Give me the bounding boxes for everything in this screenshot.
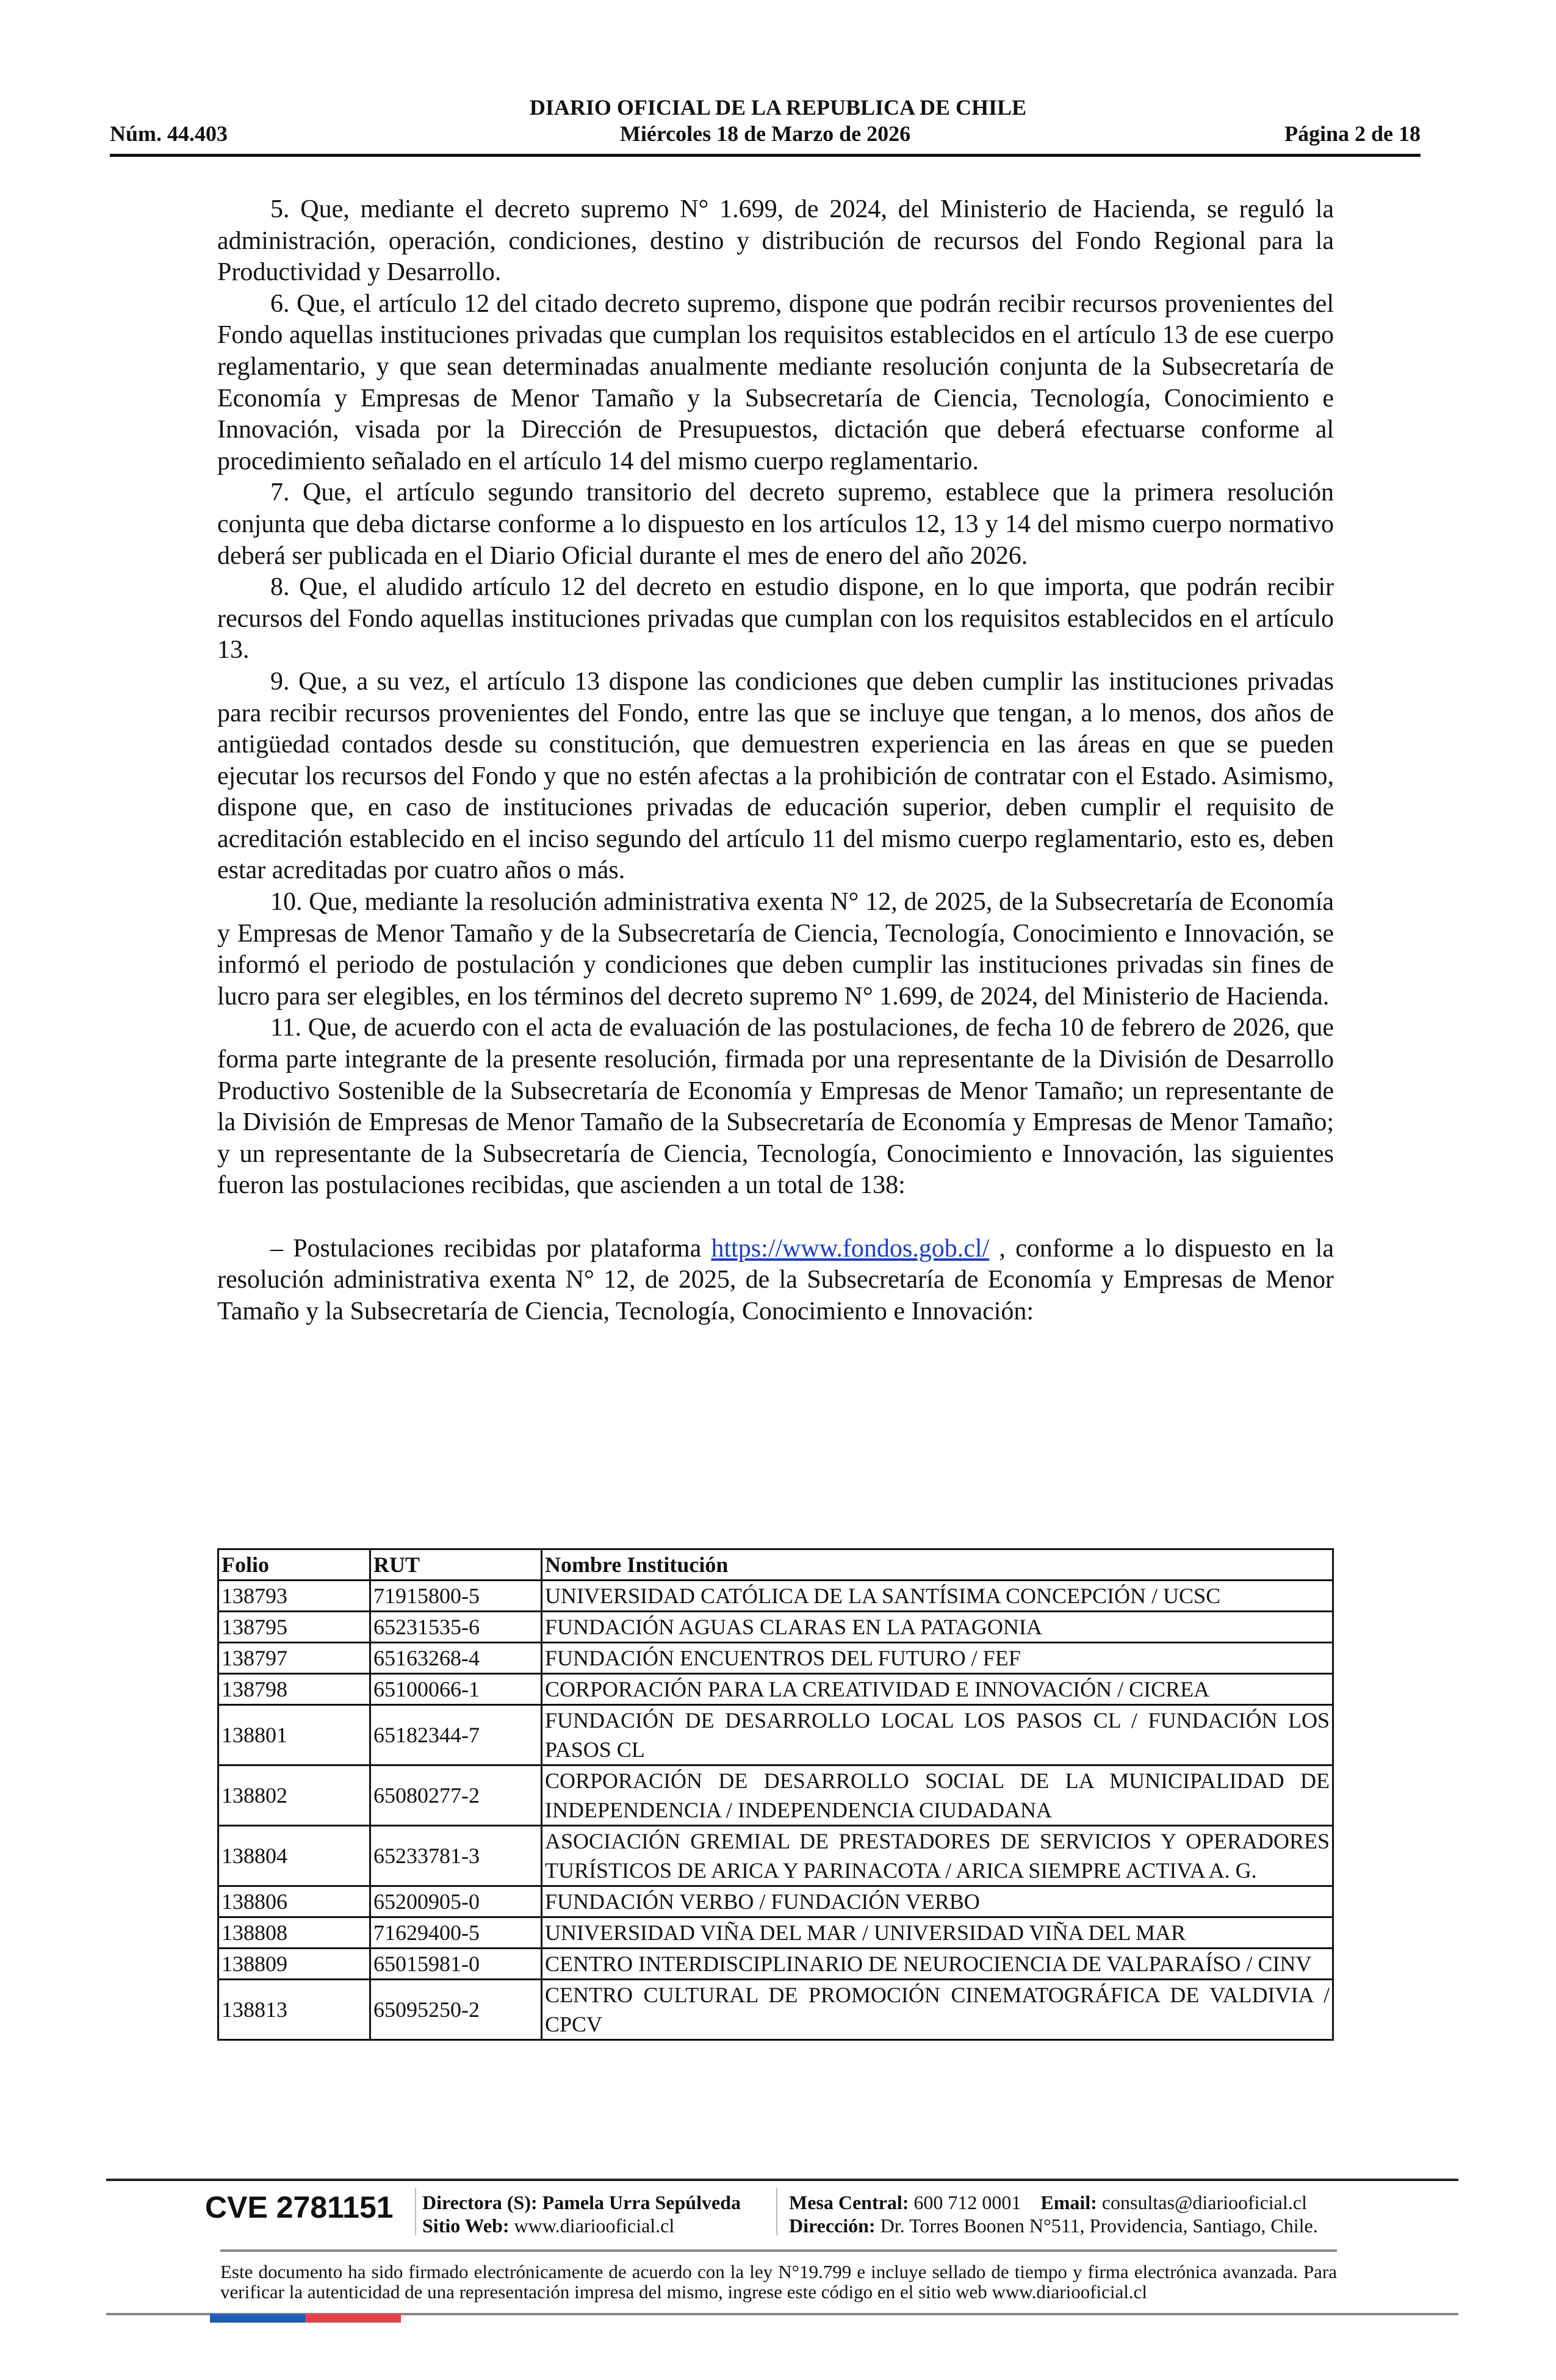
director-name: Pamela Urra Sepúlveda [542,2191,741,2213]
phone-value: 600 712 0001 [913,2191,1021,2213]
cell-folio: 138813 [218,1980,370,2040]
director-label: Directora (S): [422,2191,538,2213]
web-value[interactable]: www.diariooficial.cl [514,2215,675,2237]
table-row [218,1826,1333,1886]
header-folio: Folio [218,1549,370,1581]
address-label: Dirección: [789,2215,876,2237]
table-row [218,1612,1333,1643]
email-value[interactable]: consultas@diariooficial.cl [1101,2191,1307,2213]
bullet-paragraph [217,1233,1334,1328]
cell-rut: 71629400-5 [370,1917,542,1949]
table-header-row [218,1549,1333,1581]
paragraph: 11. Que, de acuerdo con el acta de evaluación de las postulaciones, de fecha 10 de febrero de 2026, que forma parte integrante de la presente resolución, firmada por una representante de la División de Desarrollo Productivo Sostenible de la Subsecretaría de Economía y Empresas de Menor Tamaño; un representante de la División de Empresas de Menor Tamaño de la Subsecretaría de Economía y Empresas de Menor Tamaño; y un representante de la Subsecretaría de Ciencia, Tecnología, Conocimiento e Innovación, las siguientes fueron las postulaciones recibidas, que ascienden a un total de 138: [217,1014,1334,1200]
email-label: Email: [1040,2191,1097,2213]
cell-folio: 138801 [218,1705,370,1765]
header-rut: RUT [370,1549,542,1581]
issue-number: Núm. 44.403 [110,121,228,146]
cell-institution: CENTRO CULTURAL DE PROMOCIÓN CINEMATOGRÁFICA DE VALDIVIA / CPCV [542,1980,1333,2040]
header-divider [110,154,1421,157]
cell-institution: UNIVERSIDAD CATÓLICA DE LA SANTÍSIMA CONCEPCIÓN / UCSC [542,1581,1333,1612]
web-label: Sitio Web: [422,2215,510,2237]
cell-folio: 138809 [218,1949,370,1980]
cell-institution: CORPORACIÓN DE DESARROLLO SOCIAL DE LA MUNICIPALIDAD DE INDEPENDENCIA / INDEPENDENCIA CIUDADANA [542,1765,1333,1826]
cell-institution: ASOCIACIÓN GREMIAL DE PRESTADORES DE SERVICIOS Y OPERADORES TURÍSTICOS DE ARICA Y PARINACOTA / ARICA SIEMPRE ACTIVA A. G. [542,1826,1333,1886]
table-row [218,1886,1333,1917]
cell-rut: 65015981-0 [370,1949,542,1980]
cell-rut: 65095250-2 [370,1980,542,2040]
paragraph: 9. Que, a su vez, el artículo 13 dispone las condiciones que deben cumplir las instituciones privadas para recibir recursos provenientes del Fondo, entre las que se incluye que tengan, a lo menos, dos años de antigüedad contados desde su constitución, que demuestren experiencia en las áreas en que se pueden ejecutar los recursos del Fondo y que no estén afectas a la prohibición de contratar con el Estado. Asimismo, dispone que, en caso de instituciones privadas de educación superior, deben cumplir el requisito de acreditación establecido en el inciso segundo del artículo 11 del mismo cuerpo reglamentario, esto es, deben estar acreditadas por cuatro años o más. [217,667,1334,885]
paragraph: 7. Que, el artículo segundo transitorio del decreto supremo, establece que la primera resolución conjunta que deba dictarse conforme a lo dispuesto en los artículos 12, 13 y 14 del mismo cuerpo normativo deberá ser publicada en el Diario Oficial durante el mes de enero del año 2026. [217,478,1334,570]
bullet-text-after: , conforme a lo dispuesto en la resolución administrativa exenta N° 12, de 2025, de la Subsecretaría de Economía y Empresas de Menor Tamaño y la Subsecretaría de Ciencia, Tecnología, Conocimiento e Innovación: [217,1234,1334,1325]
footer-contact-block [789,2191,1318,2237]
cell-institution: FUNDACIÓN VERBO / FUNDACIÓN VERBO [542,1886,1333,1917]
cell-rut: 65231535-6 [370,1612,542,1643]
table-row [218,1705,1333,1765]
flag-red-stripe [305,2314,401,2323]
cell-folio: 138797 [218,1643,370,1674]
cell-rut: 65080277-2 [370,1765,542,1826]
paragraph: 6. Que, el artículo 12 del citado decreto supremo, dispone que podrán recibir recursos provenientes del Fondo aquellas instituciones privadas que cumplan los requisitos establecidos en el artículo 13 de ese cuerpo reglamentario, y que sean determinadas anualmente mediante resolución conjunta de la Subsecretaría de Economía y Empresas de Menor Tamaño y la Subsecretaría de Ciencia, Tecnología, Conocimiento e Innovación, visada por la Dirección de Presupuestos, dictación que deberá efectuarse conforme al procedimiento señalado en el artículo 14 del mismo cuerpo reglamentario. [217,289,1334,475]
phone-label: Mesa Central: [789,2191,909,2213]
footer-divider [106,2179,1458,2181]
page-number: Página 2 de 18 [1284,121,1421,146]
cell-rut: 65233781-3 [370,1826,542,1886]
cell-institution: CENTRO INTERDISCIPLINARIO DE NEUROCIENCIA DE VALPARAÍSO / CINV [542,1949,1333,1980]
footer-director-block [422,2191,741,2237]
table-row [218,1917,1333,1949]
table-row [218,1765,1333,1826]
table-row [218,1949,1333,1980]
cell-rut: 71915800-5 [370,1581,542,1612]
signature-disclaimer: Este documento ha sido firmado electrónicamente de acuerdo con la ley N°19.799 e incluye sellado de tiempo y firma electrónica avanzada. Para verificar la autenticidad de una representación impresa del mismo, ingrese este código en el sitio web www.diariooficial.cl [220,2261,1337,2302]
cell-institution: CORPORACIÓN PARA LA CREATIVIDAD E INNOVACIÓN / CICREA [542,1674,1333,1705]
cell-institution: FUNDACIÓN DE DESARROLLO LOCAL LOS PASOS CL / FUNDACIÓN LOS PASOS CL [542,1705,1333,1765]
table-row [218,1674,1333,1705]
paragraph: 8. Que, el aludido artículo 12 del decreto en estudio dispone, en lo que importa, que podrán recibir recursos del Fondo aquellas instituciones privadas que cumplan con los requisitos establecidos en el artículo 13. [217,573,1334,665]
address-value: Dr. Torres Boonen N°511, Providencia, Santiago, Chile. [880,2215,1318,2237]
cell-institution: FUNDACIÓN ENCUENTROS DEL FUTURO / FEF [542,1643,1333,1674]
cell-rut: 65100066-1 [370,1674,542,1705]
table-row [218,1581,1333,1612]
cell-folio: 138806 [218,1886,370,1917]
cell-rut: 65182344-7 [370,1705,542,1765]
footer-separator [776,2188,777,2235]
cell-rut: 65163268-4 [370,1643,542,1674]
table-row [218,1643,1333,1674]
cell-folio: 138808 [218,1917,370,1949]
applications-table [217,1548,1334,2041]
footer-separator [415,2188,416,2235]
cell-folio: 138804 [218,1826,370,1886]
header-institution: Nombre Institución [542,1549,1333,1581]
cell-folio: 138802 [218,1765,370,1826]
cell-folio: 138795 [218,1612,370,1643]
table-row [218,1980,1333,2040]
issue-date: Miércoles 18 de Marzo de 2026 [619,121,911,146]
footer-inner-divider [220,2249,1337,2252]
cell-institution: FUNDACIÓN AGUAS CLARAS EN LA PATAGONIA [542,1612,1333,1643]
bullet-text-before: – Postulaciones recibidas por plataforma [270,1234,711,1263]
cell-rut: 65200905-0 [370,1886,542,1917]
cell-folio: 138793 [218,1581,370,1612]
newspaper-title: DIARIO OFICIAL DE LA REPUBLICA DE CHILE [529,95,1027,120]
document-body [217,194,1334,1327]
cve-code: CVE 2781151 [205,2190,394,2224]
cell-institution: UNIVERSIDAD VIÑA DEL MAR / UNIVERSIDAD VIÑA DEL MAR [542,1917,1333,1949]
paragraph: 10. Que, mediante la resolución administrativa exenta N° 12, de 2025, de la Subsecretaría de Economía y Empresas de Menor Tamaño y de la Subsecretaría de Ciencia, Tecnología, Conocimiento e Innovación, se informó el periodo de postulación y condiciones que deben cumplir las instituciones privadas sin fines de lucro para ser elegibles, en los términos del decreto supremo N° 1.699, de 2024, del Ministerio de Hacienda. [217,888,1334,1011]
paragraph: 5. Que, mediante el decreto supremo N° 1.699, de 2024, del Ministerio de Hacienda, se reguló la administración, operación, condiciones, destino y distribución de recursos del Fondo Regional para la Productividad y Desarrollo. [217,195,1334,287]
cell-folio: 138798 [218,1674,370,1705]
fondos-link[interactable]: https://www.fondos.gob.cl/ [711,1234,990,1263]
flag-blue-stripe [210,2314,305,2323]
